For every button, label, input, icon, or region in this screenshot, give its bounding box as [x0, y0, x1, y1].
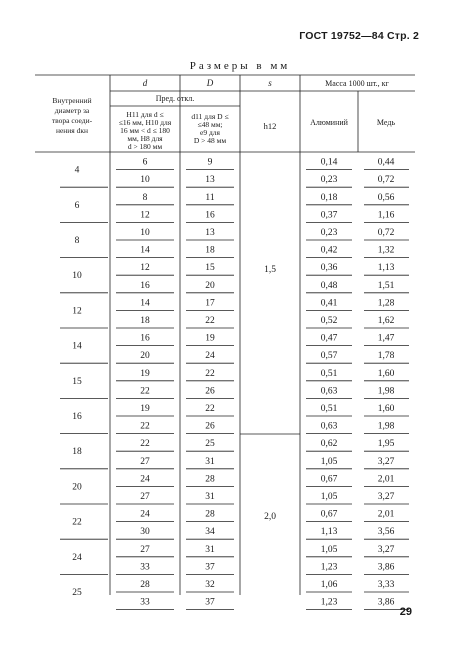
- cell-d: 10: [140, 175, 150, 186]
- s-value-1-5: 1,5: [264, 265, 276, 275]
- col-header-diameter-2: диаметр за: [54, 106, 90, 115]
- cell-cu: 1,60: [377, 368, 395, 379]
- cell-d: 33: [140, 562, 150, 573]
- cell-d: 20: [140, 351, 150, 362]
- cell-al: 0,51: [320, 368, 338, 379]
- cell-cu: 3,27: [377, 492, 395, 502]
- cell-d: 12: [140, 263, 150, 274]
- page-number: 29: [399, 606, 412, 618]
- cell-D: 18: [205, 245, 215, 256]
- tol-d-line-4: мм, H8 для: [127, 134, 163, 143]
- cell-d: 12: [140, 210, 150, 221]
- cell-cu: 0,72: [377, 228, 395, 238]
- cell-al: 0,62: [320, 439, 338, 450]
- document-reference: ГОСТ 19752—84 Стр. 2: [299, 30, 419, 42]
- cell-d: 8: [142, 192, 148, 203]
- cell-al: 0,63: [320, 421, 338, 432]
- cell-cu: 3,86: [377, 562, 395, 573]
- cell-D: 20: [205, 280, 215, 291]
- cell-al: 0,57: [320, 351, 338, 362]
- cell-D: 19: [205, 333, 215, 344]
- cell-d: 30: [140, 527, 150, 538]
- cell-al: 0,14: [320, 157, 338, 168]
- cell-al: 0,51: [320, 404, 338, 414]
- cell-d: 6: [142, 157, 148, 168]
- col-header-s: s: [268, 78, 272, 88]
- cell-d: 28: [140, 580, 150, 590]
- cell-D: 37: [205, 562, 215, 573]
- cell-D: 17: [205, 298, 215, 309]
- tol-s: h12: [263, 121, 277, 131]
- cell-d: 19: [140, 368, 150, 379]
- tol-D-line-3: e9 для: [200, 128, 220, 137]
- cell-cu: 3,27: [377, 456, 395, 467]
- cell-D: 26: [205, 386, 215, 397]
- cell-cu: 0,56: [377, 192, 395, 203]
- cell-d: 18: [140, 316, 150, 326]
- cell-al: 0,47: [320, 333, 338, 344]
- cell-cu: 1,62: [377, 316, 395, 326]
- cell-al: 1,05: [320, 544, 338, 555]
- cell-cu: 1,95: [377, 439, 395, 450]
- cell-cu: 1,51: [377, 280, 395, 291]
- cell-al: 0,48: [320, 280, 338, 291]
- cell-cu: 1,32: [377, 245, 395, 256]
- cell-D: 9: [207, 157, 213, 168]
- cell-d: 22: [140, 386, 150, 397]
- cell-cu: 1,60: [377, 404, 395, 414]
- cell-D: 37: [205, 597, 215, 608]
- cell-al: 1,05: [320, 492, 338, 502]
- cell-cu: 1,13: [377, 263, 395, 274]
- cell-D: 25: [205, 439, 215, 450]
- cell-al: 1,06: [320, 580, 338, 590]
- tol-d-line-5: d > 180 мм: [127, 142, 163, 151]
- cell-D: 16: [205, 210, 215, 221]
- cell-D: 31: [205, 492, 215, 502]
- cell-cu: 1,28: [377, 298, 395, 309]
- cell-al: 1,23: [320, 562, 338, 573]
- cell-al: 0,67: [320, 509, 338, 520]
- cell-cu: 1,47: [377, 333, 395, 344]
- row-diameter-label: 22: [72, 517, 82, 528]
- cell-D: 22: [205, 316, 215, 326]
- s-value-2-0: 2,0: [264, 512, 276, 522]
- col-header-copper: Медь: [376, 118, 396, 127]
- cell-d: 19: [140, 404, 150, 414]
- cell-d: 16: [140, 333, 150, 344]
- cell-al: 0,36: [320, 263, 338, 274]
- cell-cu: 2,01: [377, 474, 395, 485]
- row-diameter-label: 12: [72, 306, 82, 317]
- cell-al: 1,05: [320, 456, 338, 467]
- cell-cu: 2,01: [377, 509, 395, 520]
- tol-D-line-4: D > 48 мм: [193, 136, 227, 145]
- cell-cu: 1,98: [377, 421, 395, 432]
- col-header-diameter-4: нения dкн: [55, 126, 89, 135]
- cell-cu: 3,33: [377, 580, 395, 590]
- row-diameter-label: 18: [72, 447, 82, 458]
- cell-D: 28: [205, 509, 215, 520]
- cell-d: 22: [140, 439, 150, 450]
- cell-D: 28: [205, 474, 215, 485]
- cell-cu: 1,16: [377, 210, 395, 221]
- tol-d-line-3: 16 мм < d ≤ 180: [120, 126, 170, 135]
- cell-al: 0,23: [320, 228, 338, 238]
- cell-D: 13: [205, 228, 215, 238]
- cell-cu: 0,72: [377, 175, 395, 186]
- cell-D: 22: [205, 368, 215, 379]
- row-diameter-label: 20: [72, 482, 82, 493]
- cell-D: 15: [205, 263, 215, 274]
- cell-cu: 1,98: [377, 386, 395, 397]
- cell-D: 22: [205, 404, 215, 414]
- col-header-d: d: [142, 78, 148, 88]
- cell-al: 0,41: [320, 298, 338, 309]
- row-diameter-label: 24: [72, 552, 82, 563]
- cell-d: 24: [140, 509, 150, 520]
- cell-al: 0,67: [320, 474, 338, 485]
- cell-al: 1,23: [320, 597, 338, 608]
- row-diameter-label: 10: [72, 271, 82, 282]
- cell-al: 1,13: [320, 527, 338, 538]
- cell-d: 14: [140, 298, 150, 309]
- cell-al: 0,23: [320, 175, 338, 186]
- cell-al: 0,37: [320, 210, 338, 221]
- cell-D: 32: [205, 580, 215, 590]
- table-body: [60, 158, 409, 610]
- cell-d: 33: [140, 597, 150, 608]
- cell-cu: 1,78: [377, 351, 395, 362]
- tol-D-line-1: d11 для D ≤: [191, 112, 229, 121]
- cell-al: 0,18: [320, 192, 338, 203]
- row-diameter-label: 16: [72, 412, 82, 422]
- cell-cu: 3,27: [377, 544, 395, 555]
- cell-d: 10: [140, 228, 150, 238]
- cell-cu: 3,56: [377, 527, 395, 538]
- cell-D: 31: [205, 456, 215, 467]
- cell-al: 0,42: [320, 245, 338, 256]
- cell-d: 16: [140, 280, 150, 291]
- col-header-diameter-1: Внутренний: [52, 96, 92, 105]
- cell-d: 22: [140, 421, 150, 432]
- cell-d: 27: [140, 544, 150, 555]
- row-diameter-label: 14: [72, 341, 82, 352]
- cell-cu: 3,86: [377, 597, 395, 608]
- table-caption: Размеры в мм: [189, 60, 291, 72]
- cell-D: 26: [205, 421, 215, 432]
- cell-D: 11: [205, 192, 215, 203]
- cell-D: 24: [205, 351, 215, 362]
- cell-D: 34: [205, 527, 215, 538]
- tol-d-line-1: H11 для d ≤: [126, 110, 164, 119]
- row-diameter-label: 15: [72, 376, 82, 387]
- col-header-aluminium: Алюминий: [310, 118, 348, 127]
- cell-D: 31: [205, 544, 215, 555]
- row-diameter-label: 8: [74, 236, 80, 246]
- col-header-D: D: [206, 78, 214, 88]
- cell-d: 27: [140, 456, 150, 467]
- cell-cu: 0,44: [377, 157, 395, 168]
- tol-D-line-2: ≤48 мм;: [197, 120, 223, 129]
- cell-d: 24: [140, 474, 150, 485]
- cell-d: 27: [140, 492, 150, 502]
- row-diameter-label: 6: [74, 200, 80, 211]
- cell-d: 14: [140, 245, 150, 256]
- tol-d-line-2: ≤16 мм, H10 для: [118, 118, 172, 127]
- cell-al: 0,63: [320, 386, 338, 397]
- cell-al: 0,52: [320, 316, 338, 326]
- col-header-mass: Масса 1000 шт., кг: [325, 79, 389, 88]
- row-diameter-label: 25: [72, 588, 82, 598]
- col-header-diameter-3: твора соеди-: [51, 116, 93, 125]
- cell-D: 13: [205, 175, 215, 186]
- tolerance-label: Пред. откл.: [155, 94, 195, 103]
- row-diameter-label: 4: [74, 165, 80, 176]
